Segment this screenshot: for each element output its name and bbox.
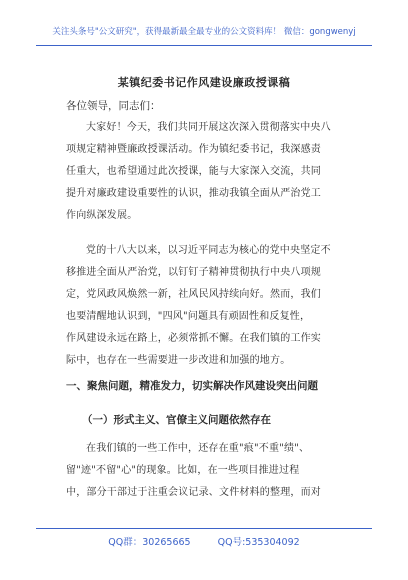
paragraph-3 [66,438,346,504]
text-line: 提升对廉政建设重要性的认识，推动我镇全面从严治党工 [66,188,321,199]
text-line: 项规定精神暨廉政授课活动。作为镇纪委书记，我深感责 [66,144,321,155]
text-line: 留"迹"不留"心"的现象。比如，在一些项目推进过程 [66,465,300,476]
text-line: 中，部分干部过于注重会议记录、文件材料的整理，而对 [66,487,321,498]
qq-number: QQ号:535304092 [217,537,300,548]
text-line: 际中，也存在一些需要进一步改进和加强的地方。 [66,355,291,366]
footer [0,534,408,548]
text-line: 大家好！今天，我们共同开展这次深入贯彻落实中央八 [86,122,331,133]
salutation: 各位领导，同志们： [66,100,161,112]
paragraph-1 [66,117,346,227]
text-line: 作向纵深发展。 [66,210,138,221]
header-note: 关注头条号"公文研究"，获得最新最全最专业的公文资料库！ 微信：gongwenyj [52,27,356,37]
paragraph-2 [66,240,346,372]
text-line: 任重大，也希望通过此次授课，能与大家深入交流，共同 [66,166,321,177]
footer-divider [36,528,372,529]
document-title: 某镇纪委书记作风建设廉政授课稿 [117,76,291,89]
text-line: 党的十八大以来，以习近平同志为核心的党中央坚定不 [86,245,331,256]
section-heading: 一、聚焦问题，精准发力，切实解决作风建设突出问题 [66,380,318,392]
text-line: 也要清醒地认识到，"四风"问题具有顽固性和反复性， [66,311,311,322]
text-line: 定，党风政风焕然一新，社风民风持续向好。然而，我们 [66,289,321,300]
qq-group: QQ群：30265665 [108,537,191,548]
text-line: 在我们镇的一些工作中，还存在重"痕"不重"绩"、 [86,443,310,454]
subsection-heading: （一）形式主义、官僚主义问题依然存在 [82,414,271,426]
text-line: 移推进全面从严治党，以钉钉子精神贯彻执行中央八项规 [66,267,321,278]
header-divider [36,45,372,46]
text-line: 作风建设永远在路上，必须常抓不懈。在我们镇的工作实 [66,333,321,344]
